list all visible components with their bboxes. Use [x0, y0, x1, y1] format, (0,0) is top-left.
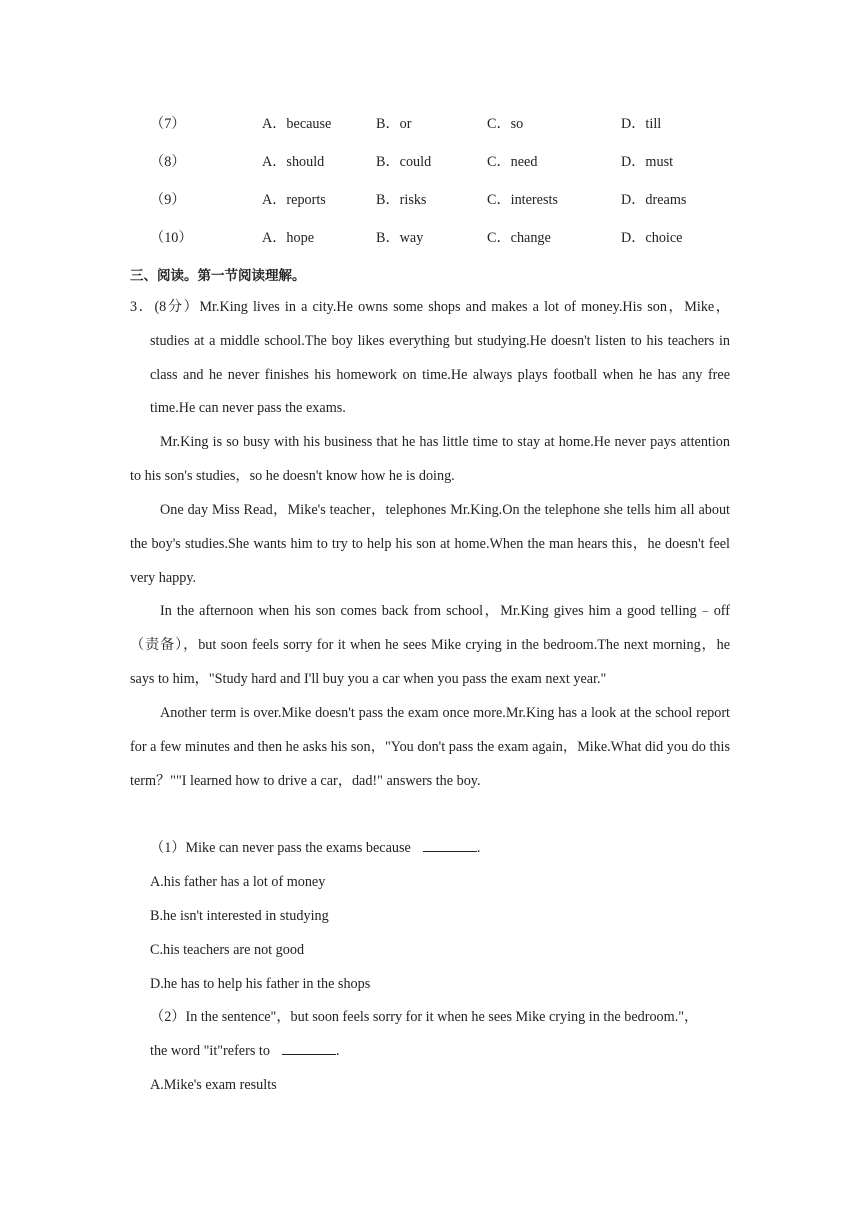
question-number: （10）	[150, 230, 193, 246]
passage-paragraph-5: Another term is over.Mike doesn't pass the exam once more.Mr.King has a look at the school report for a few minutes and then he asks his son，"You don't pass the exam again，Mike.What did you do this term？""I learned how to drive a car，dad!" answers the boy.	[130, 705, 730, 789]
question-number: （7）	[150, 116, 186, 132]
question-1-option-a: A.his father has a lot of money	[150, 874, 326, 890]
question-number: （8）	[150, 154, 186, 170]
option-b: B．way	[376, 230, 424, 246]
option-row	[0, 228, 860, 248]
option-row	[0, 190, 860, 210]
stem-end: .	[476, 840, 481, 856]
option-a: A．reports	[262, 192, 326, 208]
option-c: C．interests	[487, 192, 558, 208]
option-d: D．must	[621, 154, 674, 170]
option-c: C．change	[487, 230, 551, 246]
option-d: D．choice	[621, 230, 683, 246]
question-1-option-d: D.he has to help his father in the shops	[150, 976, 371, 992]
option-a: A．hope	[262, 230, 315, 246]
answer-blank	[282, 1041, 336, 1055]
section-title: 三、阅读。第一节阅读理解。	[130, 268, 306, 284]
option-d: D．dreams	[621, 192, 687, 208]
option-row	[0, 152, 860, 172]
question-2-stem-line-2	[150, 1041, 339, 1061]
option-b: B．risks	[376, 192, 427, 208]
option-a: A．should	[262, 154, 325, 170]
passage-paragraph-3: One day Miss Read，Mike's teacher，telephones Mr.King.On the telephone she tells him all about the boy's studies.She wants him to try to help his son at home.When the man hears this，he doesn't feel very happy.	[130, 502, 730, 586]
option-b: B．could	[376, 154, 432, 170]
passage-paragraph-1: 3．(8分）Mr.King lives in a city.He owns some shops and makes a lot of money.His son，Mike，studies at a middle school.The boy likes everything but studying.He doesn't listen to his teachers in class and he never finishes his homework on time.He always plays football when he has any free time.He can never pass the exams.	[130, 299, 730, 417]
answer-blank	[423, 838, 477, 852]
question-stem-text: （1）Mike can never pass the exams because	[150, 840, 411, 856]
question-1-option-c: C.his teachers are not good	[150, 942, 305, 958]
stem-end: .	[335, 1043, 340, 1059]
question-2-option-a: A.Mike's exam results	[150, 1077, 277, 1093]
option-d: D．till	[621, 116, 662, 132]
question-1-option-b: B.he isn't interested in studying	[150, 908, 329, 924]
passage-paragraph-2: Mr.King is so busy with his business that he has little time to stay at home.He never pays attention to his son's studies，so he doesn't know how he is doing.	[130, 434, 730, 484]
question-number: （9）	[150, 192, 186, 208]
passage-paragraph-4: In the afternoon when his son comes back from school，Mr.King gives him a good telling﹣off（责备），but soon feels sorry for it when he sees Mike crying in the bedroom.The next morning，he says to him，"Study hard and I'll buy you a car when you pass the exam next year."	[130, 603, 730, 687]
option-b: B．or	[376, 116, 412, 132]
question-2-stem-line-1: （2）In the sentence"，but soon feels sorry for it when he sees Mike crying in the bedroom."，	[150, 1009, 699, 1025]
question-1-stem	[150, 838, 480, 858]
question-stem-text: the word "it"refers to	[150, 1043, 270, 1059]
option-row	[0, 114, 860, 134]
option-a: A．because	[262, 116, 332, 132]
option-c: C．so	[487, 116, 524, 132]
option-c: C．need	[487, 154, 538, 170]
